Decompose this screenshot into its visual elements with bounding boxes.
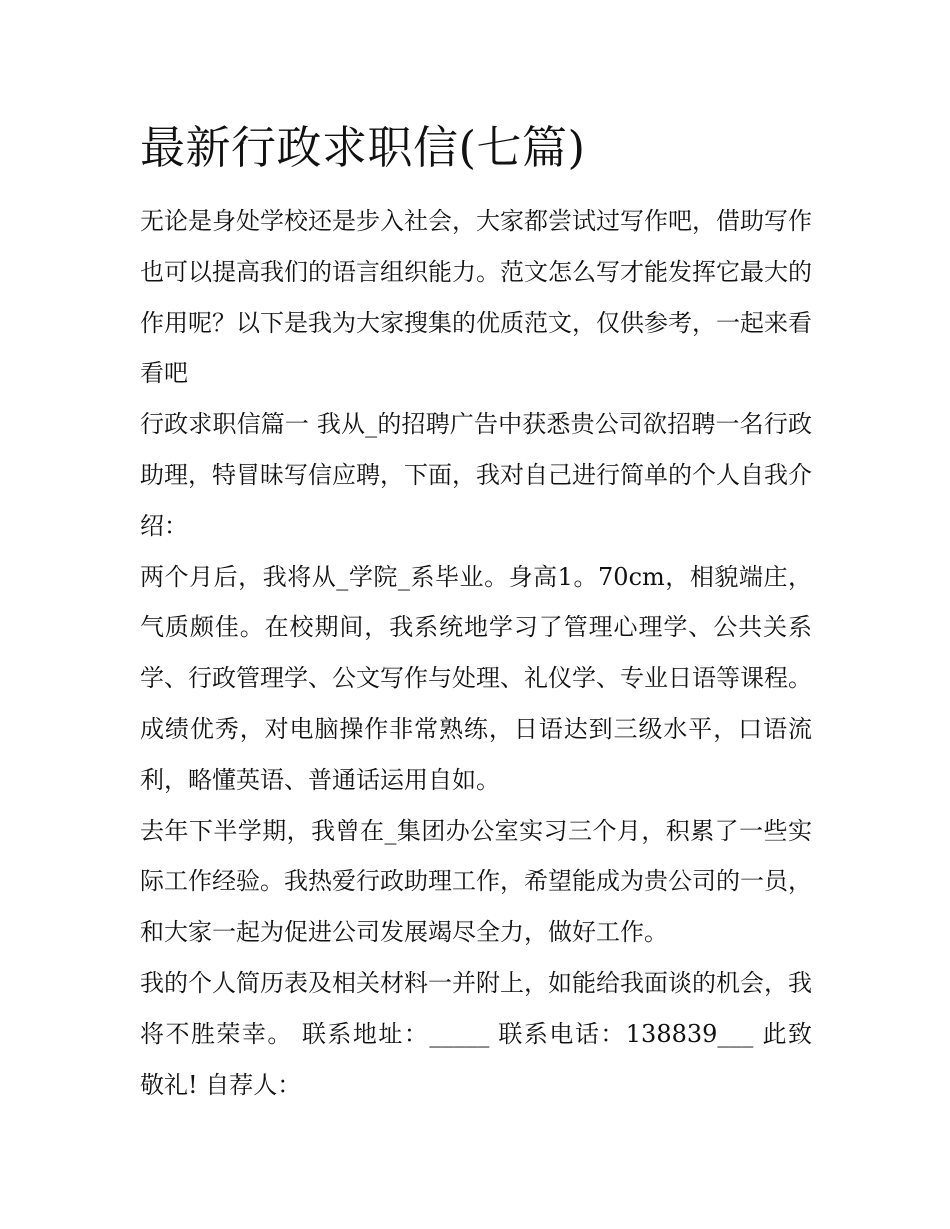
document-body (140, 196, 812, 1110)
paragraph-intro: 无论是身处学校还是步入社会，大家都尝试过写作吧，借助写作也可以提高我们的语言组织能力。范文怎么写才能发挥它最大的作用呢？以下是我为大家搜集的优质范文，仅供参考，一起来看看吧 (140, 207, 812, 388)
paragraph-experience: 去年下半学期，我曾在_集团办公室实习三个月，积累了一些实际工作经验。我热爱行政助理工作，希望能成为贵公司的一员，和大家一起为促进公司发展竭尽全力，做好工作。 (140, 816, 812, 947)
paragraph-closing: 我的个人简历表及相关材料一并附上，如能给我面谈的机会，我将不胜荣幸。 联系地址：_____ 联系电话：138839___ 此致 敬礼! 自荐人： (140, 968, 812, 1099)
paragraph-letter-opening: 行政求职信篇一 我从_的招聘广告中获悉贵公司欲招聘一名行政助理，特冒昧写信应聘，下面，我对自己进行简单的个人自我介绍： (140, 410, 812, 540)
document-title: 最新行政求职信(七篇) (140, 121, 586, 174)
paragraph-education: 两个月后，我将从_学院_系毕业。身高1。70cm，相貌端庄，气质颇佳。在校期间，我系统地学习了管理心理学、公共关系学、行政管理学、公文写作与处理、礼仪学、专业日语等课程。成绩优秀，对电脑操作非常熟练，日语达到三级水平，口语流利，略懂英语、普通话运用自如。 (140, 562, 812, 794)
